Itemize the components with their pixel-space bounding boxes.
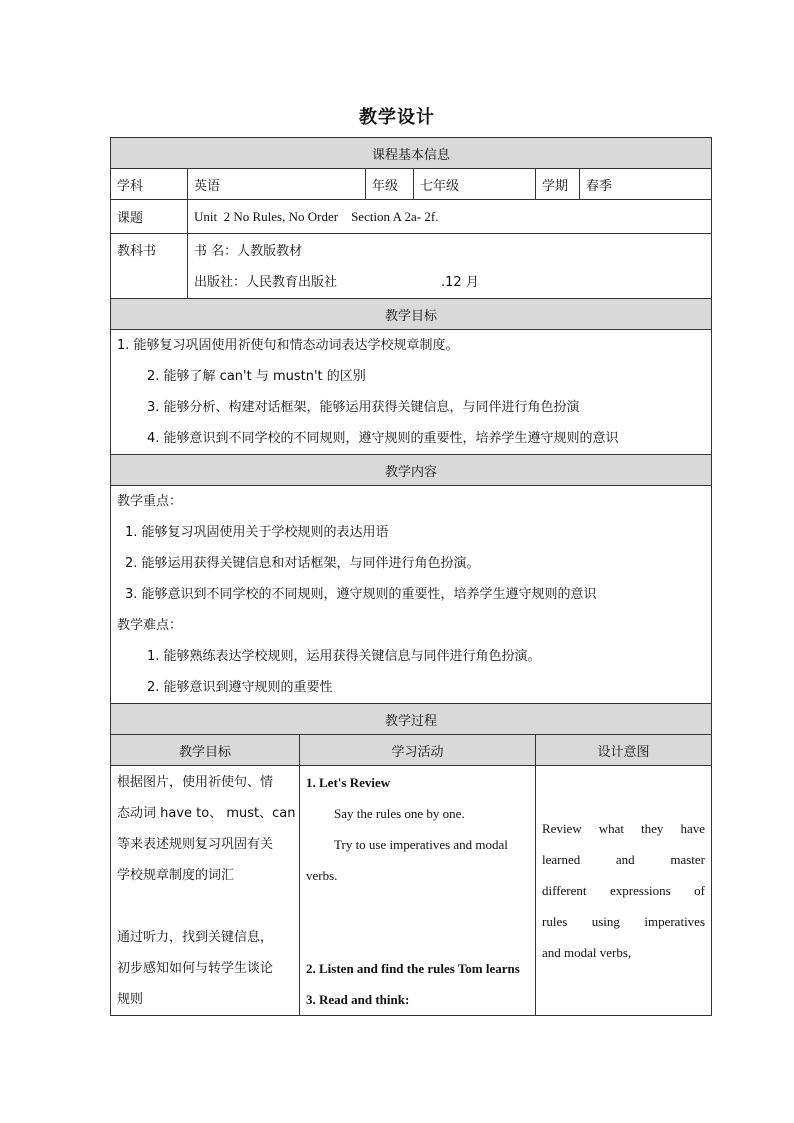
textbook-publish-month: .12 月 [441, 275, 479, 290]
intent-text-line: different expressions of [542, 883, 706, 898]
section-header-basic-info: 课程基本信息 [111, 138, 712, 169]
textbook-publisher: 出版社：人民教育出版社 [194, 275, 338, 290]
key-point-item: 1. 能够复习巩固使用关于学校规则的表达用语 [125, 525, 389, 540]
textbook-name: 书 名：人教版教材 [194, 244, 303, 259]
textbook-label: 教科书 [111, 234, 188, 299]
term-value: 春季 [580, 169, 712, 200]
grade-value: 七年级 [414, 169, 536, 200]
textbook-publisher-line [194, 267, 705, 298]
activity-step-title: 3. Read and think: [306, 991, 410, 1007]
subject-value: 英语 [188, 169, 366, 200]
process-header-goals: 教学目标 [111, 735, 300, 766]
goal-text-line: 根据图片，使用祈使句、情 [117, 774, 274, 790]
section-header-process: 教学过程 [111, 704, 712, 735]
textbook-info [188, 234, 712, 299]
content-block [111, 486, 712, 704]
document-title: 教学设计 [359, 107, 435, 128]
section-header-content: 教学内容 [111, 455, 712, 486]
goal-text-line: 通过听力，找到关键信息， [117, 929, 274, 945]
key-points-label: 教学重点： [117, 494, 183, 509]
process-intent-cell [536, 766, 712, 1016]
section-header-objectives: 教学目标 [111, 299, 712, 330]
goal-text-line: 态动词 have to、 must、can [117, 805, 296, 821]
difficult-point-item: 2. 能够意识到遵守规则的重要性 [147, 680, 333, 695]
activity-text-line: Say the rules one by one. [334, 805, 465, 821]
objective-item: 1. 能够复习巩固使用祈使句和情态动词表达学校规章制度。 [117, 338, 459, 353]
process-goals-cell [111, 766, 300, 1016]
topic-label: 课题 [111, 200, 188, 234]
goal-text-line: 等来表述规则复习巩固有关 [117, 836, 274, 852]
activity-text-line: verbs. [306, 867, 338, 883]
term-label: 学期 [536, 169, 580, 200]
intent-text-line: Review what they have [542, 821, 706, 836]
key-point-item: 3. 能够意识到不同学校的不同规则，遵守规则的重要性，培养学生遵守规则的意识 [125, 587, 597, 602]
goal-text-line: 学校规章制度的词汇 [117, 867, 235, 883]
process-header-activities: 学习活动 [300, 735, 536, 766]
objective-item: 3. 能够分析、构建对话框架，能够运用获得关键信息，与同伴进行角色扮演 [147, 400, 580, 415]
objectives-list [111, 330, 712, 455]
goal-text-line: 规则 [117, 991, 144, 1007]
activity-text-line: Try to use imperatives and modal [334, 836, 508, 852]
difficult-point-item: 1. 能够熟练表达学校规则，运用获得关键信息与同伴进行角色扮演。 [147, 649, 541, 664]
grade-label: 年级 [366, 169, 414, 200]
process-activities-cell [300, 766, 536, 1016]
lesson-plan-table [110, 137, 712, 1016]
objective-item: 2. 能够了解 can't 与 mustn't 的区别 [147, 369, 366, 384]
intent-text-line: learned and master [542, 852, 706, 867]
intent-text-line: rules using imperatives [542, 914, 706, 929]
difficult-points-label: 教学难点： [117, 618, 183, 633]
topic-value: Unit 2 No Rules, No Order Section A 2a- 2f. [188, 200, 712, 234]
key-point-item: 2. 能够运用获得关键信息和对话框架，与同伴进行角色扮演。 [125, 556, 480, 571]
intent-text-line: and modal verbs, [542, 945, 632, 960]
process-header-intent: 设计意图 [536, 735, 712, 766]
activity-step-title: 1. Let's Review [306, 774, 391, 790]
activity-step-title: 2. Listen and find the rules Tom learns [306, 960, 520, 976]
goal-text-line: 初步感知如何与转学生谈论 [117, 960, 274, 976]
subject-label: 学科 [111, 169, 188, 200]
objective-item: 4. 能够意识到不同学校的不同规则，遵守规则的重要性，培养学生遵守规则的意识 [147, 431, 619, 446]
